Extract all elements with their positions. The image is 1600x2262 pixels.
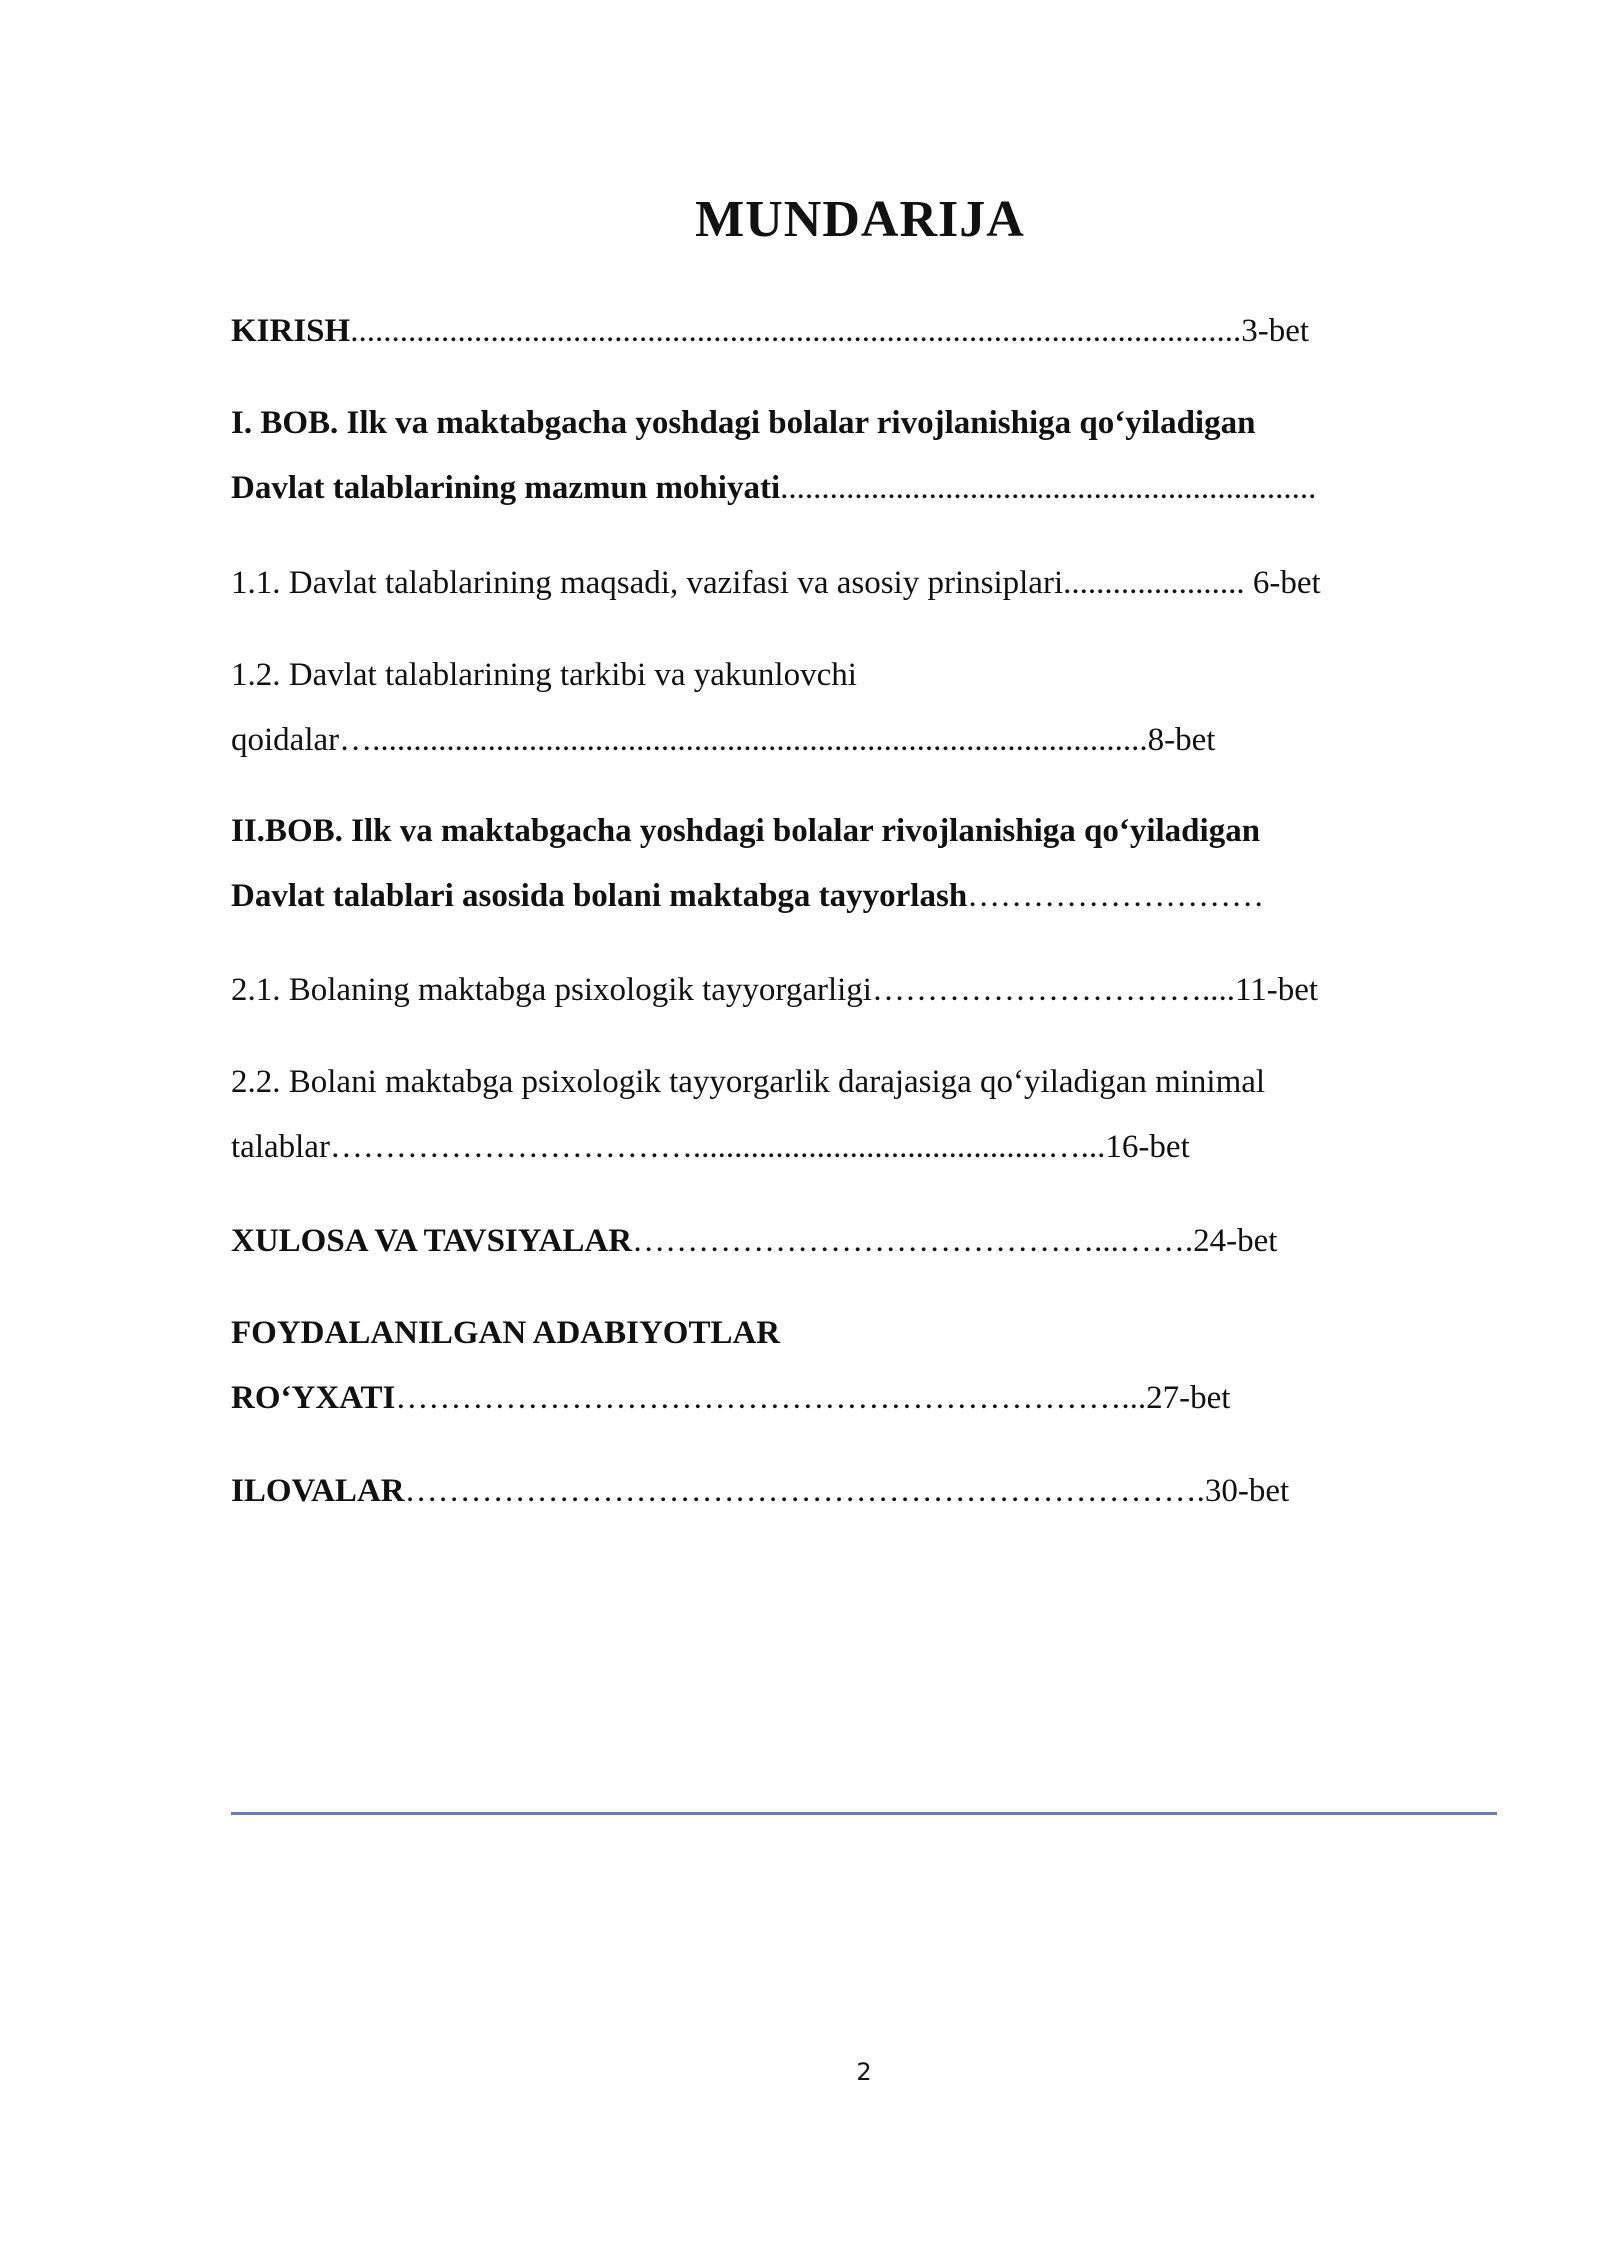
toc-entry-chapter-1-line-1: I. BOB. Ilk va maktabgacha yoshdagi bolalar rivojlanishiga qo‘yiladigan [231,405,1256,441]
toc-entry-chapter-2-line-2 [231,876,1264,916]
toc-entry-section-2-2-line-1: 2.2. Bolani maktabga psixologik tayyorgarlik darajasiga qo‘yiladigan minimal [231,1064,1266,1100]
toc-entry-label: Davlat talablarining mazmun mohiyati [231,470,781,506]
toc-entry-section-1-2-line-1: 1.2. Davlat talablarining tarkibi va yakunlovchi [231,657,857,693]
toc-entry-label: XULOSA VA TAVSIYALAR [231,1223,633,1259]
toc-entry-section-1-1: 1.1. Davlat talablarining maqsadi, vazifasi va asosiy prinsiplari...................... 6-bet [231,565,1321,601]
toc-entry-leader: ……………………………………...…….24-bet [632,1223,1278,1259]
toc-entry-ilovalar [231,1471,1289,1511]
toc-entry-section-1-2-line-2: qoidalar…..............................................................................................8-bet [231,722,1216,758]
toc-entry-label: RO‘YXATI [231,1380,396,1416]
footer-divider [231,1812,1497,1815]
toc-entry-leader: ............................................................................................................3-bet [350,313,1310,349]
page-title: MUNDARIJA [695,191,1025,248]
toc-entry-section-2-1: 2.1. Bolaning maktabga psixologik tayyorgarligi…………………………....11-bet [231,972,1319,1008]
toc-entry-label: ILOVALAR [231,1473,405,1509]
toc-entry-chapter-1-line-2 [231,468,1316,508]
toc-entry-leader: ................................................................. [780,470,1317,506]
page-number: 2 [856,2058,872,2086]
toc-entry-kirish [231,311,1309,351]
toc-entry-chapter-2-line-1: II.BOB. Ilk va maktabgacha yoshdagi bolalar rivojlanishiga qo‘yiladigan [231,813,1261,849]
toc-entry-leader: ……………………………………………………………….30-bet [404,1473,1290,1509]
toc-entry-leader: ……………………… [967,878,1265,914]
toc-entry-references-line-2 [231,1378,1230,1418]
toc-entry-section-2-2-line-2: talablar……………………………...........................................…...16-bet [231,1129,1190,1165]
toc-entry-xulosa [231,1221,1277,1261]
toc-entry-label: KIRISH [231,313,351,349]
toc-entry-label: Davlat talablari asosida bolani maktabga tayyorlash [231,878,968,914]
toc-entry-references-line-1: FOYDALANILGAN ADABIYOTLAR [231,1315,781,1351]
toc-entry-leader: …………………………………………………………...27-bet [395,1380,1231,1416]
